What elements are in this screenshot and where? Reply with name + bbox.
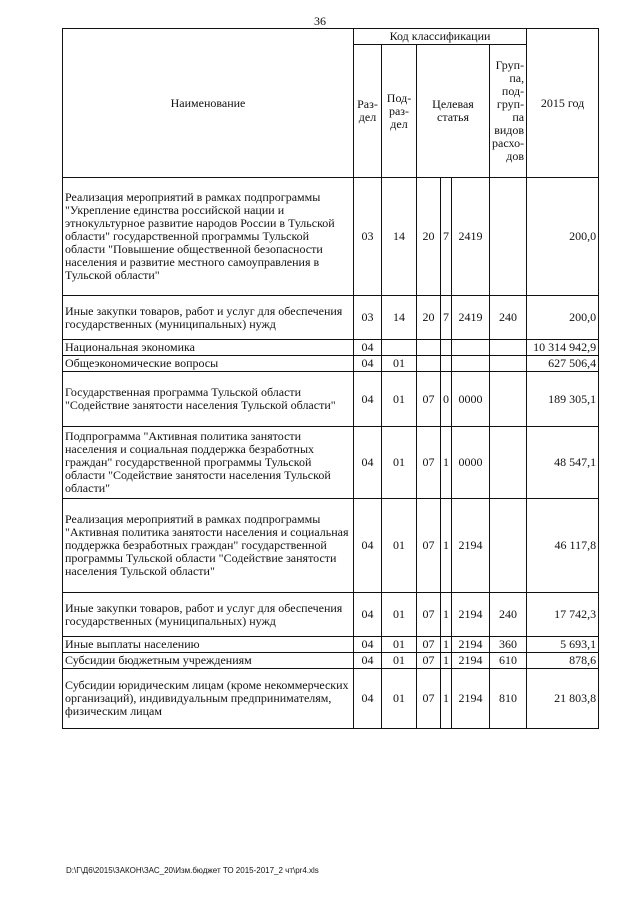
amount-2015-cell: 878,6 [527, 653, 599, 669]
podrazdel-cell: 14 [382, 178, 417, 296]
target-article-program-cell: 07 [417, 372, 441, 427]
table-row [63, 356, 599, 372]
podrazdel-cell: 14 [382, 296, 417, 340]
target-article-subprogram-cell: 1 [441, 669, 452, 729]
target-article-direction-cell: 2419 [452, 296, 490, 340]
podrazdel-cell: 01 [382, 637, 417, 653]
target-article-direction-cell: 2194 [452, 499, 490, 593]
razdel-cell: 03 [354, 296, 382, 340]
row-name: Государственная программа Тульской области "Содействие занятости населения Тульской области" [63, 372, 354, 427]
page-number: 36 [314, 14, 326, 28]
amount-2015-cell: 200,0 [527, 178, 599, 296]
header-expense-group: Груп- па, под- груп- па видов расхо- дов [490, 45, 527, 178]
target-article-direction-cell: 2419 [452, 178, 490, 296]
table-row [63, 637, 599, 653]
row-name: Реализация мероприятий в рамках подпрограммы "Активная политика занятости населения и социальная поддержка безработных граждан" государственной программы Тульской области "Содействие занятости населения Тульской области" [63, 499, 354, 593]
podrazdel-cell: 01 [382, 669, 417, 729]
amount-2015-cell: 627 506,4 [527, 356, 599, 372]
target-article-program-cell: 07 [417, 499, 441, 593]
target-article-program-cell: 07 [417, 653, 441, 669]
razdel-cell: 04 [354, 593, 382, 637]
target-article-subprogram-cell [441, 340, 452, 356]
razdel-cell: 03 [354, 178, 382, 296]
razdel-cell: 04 [354, 499, 382, 593]
target-article-direction-cell: 2194 [452, 669, 490, 729]
expense-group-cell: 360 [490, 637, 527, 653]
expense-group-cell [490, 427, 527, 499]
target-article-subprogram-cell: 0 [441, 372, 452, 427]
row-name: Подпрограмма "Активная политика занятости населения и социальная поддержка безработных граждан" государственной программы Тульской области "Содействие занятости населения Тульской области" [63, 427, 354, 499]
podrazdel-cell: 01 [382, 593, 417, 637]
header-name: Наименование [63, 29, 354, 178]
row-name: Национальная экономика [63, 340, 354, 356]
row-name: Субсидии юридическим лицам (кроме некоммерческих организаций), индивидуальным предпринимателям, физическим лицам [63, 669, 354, 729]
target-article-subprogram-cell: 1 [441, 593, 452, 637]
razdel-cell: 04 [354, 427, 382, 499]
target-article-program-cell: 20 [417, 178, 441, 296]
target-article-program-cell: 20 [417, 296, 441, 340]
razdel-cell: 04 [354, 637, 382, 653]
target-article-program-cell: 07 [417, 669, 441, 729]
target-article-subprogram-cell: 7 [441, 178, 452, 296]
row-name: Общеэкономические вопросы [63, 356, 354, 372]
target-article-direction-cell: 2194 [452, 637, 490, 653]
amount-2015-cell: 200,0 [527, 296, 599, 340]
razdel-cell: 04 [354, 356, 382, 372]
target-article-subprogram-cell: 1 [441, 637, 452, 653]
table-row [63, 296, 599, 340]
row-name: Субсидии бюджетным учреждениям [63, 653, 354, 669]
table-row [63, 669, 599, 729]
row-name: Реализация мероприятий в рамках подпрограммы "Укрепление единства российской нации и этнокультурное развитие народов России в Тульской области" государственной программы Тульской области "Повышение общественной безопасности населения и развитие местного самоуправления в Тульской области" [63, 178, 354, 296]
target-article-direction-cell: 0000 [452, 427, 490, 499]
podrazdel-cell: 01 [382, 499, 417, 593]
expense-group-cell [490, 499, 527, 593]
podrazdel-cell: 01 [382, 653, 417, 669]
amount-2015-cell: 46 117,8 [527, 499, 599, 593]
budget-table [62, 28, 599, 729]
razdel-cell: 04 [354, 669, 382, 729]
expense-group-cell [490, 372, 527, 427]
expense-group-cell: 610 [490, 653, 527, 669]
expense-group-cell: 810 [490, 669, 527, 729]
row-name: Иные выплаты населению [63, 637, 354, 653]
target-article-program-cell: 07 [417, 427, 441, 499]
amount-2015-cell: 10 314 942,9 [527, 340, 599, 356]
table-row [63, 178, 599, 296]
target-article-subprogram-cell [441, 356, 452, 372]
target-article-program-cell [417, 340, 441, 356]
table-row [63, 427, 599, 499]
target-article-subprogram-cell: 1 [441, 653, 452, 669]
amount-2015-cell: 48 547,1 [527, 427, 599, 499]
podrazdel-cell: 01 [382, 372, 417, 427]
razdel-cell: 04 [354, 372, 382, 427]
target-article-subprogram-cell: 7 [441, 296, 452, 340]
header-razdel: Раз- дел [354, 45, 382, 178]
header-classification-code: Код классификации [354, 29, 527, 45]
target-article-direction-cell: 0000 [452, 372, 490, 427]
target-article-subprogram-cell: 1 [441, 427, 452, 499]
header-podrazdel: Под- раз- дел [382, 45, 417, 178]
expense-group-cell: 240 [490, 296, 527, 340]
podrazdel-cell: 01 [382, 427, 417, 499]
header-year: 2015 год [527, 29, 599, 178]
razdel-cell: 04 [354, 340, 382, 356]
podrazdel-cell [382, 340, 417, 356]
podrazdel-cell: 01 [382, 356, 417, 372]
target-article-direction-cell [452, 356, 490, 372]
expense-group-cell [490, 340, 527, 356]
target-article-subprogram-cell: 1 [441, 499, 452, 593]
table-row [63, 499, 599, 593]
budget-rows [63, 178, 599, 729]
file-path-footer: D:\Г\Д6\2015\ЗАКОН\ЗАС_20\Изм.бюджет ТО 2015-2017_2 чт\pr4.xls [66, 866, 319, 875]
table-row [63, 340, 599, 356]
amount-2015-cell: 189 305,1 [527, 372, 599, 427]
amount-2015-cell: 5 693,1 [527, 637, 599, 653]
table-row [63, 653, 599, 669]
target-article-direction-cell [452, 340, 490, 356]
target-article-program-cell [417, 356, 441, 372]
razdel-cell: 04 [354, 653, 382, 669]
amount-2015-cell: 21 803,8 [527, 669, 599, 729]
row-name: Иные закупки товаров, работ и услуг для обеспечения государственных (муниципальных) нужд [63, 593, 354, 637]
table-row [63, 593, 599, 637]
row-name: Иные закупки товаров, работ и услуг для обеспечения государственных (муниципальных) нужд [63, 296, 354, 340]
target-article-program-cell: 07 [417, 593, 441, 637]
expense-group-cell [490, 178, 527, 296]
expense-group-cell [490, 356, 527, 372]
expense-group-cell: 240 [490, 593, 527, 637]
target-article-direction-cell: 2194 [452, 593, 490, 637]
target-article-program-cell: 07 [417, 637, 441, 653]
target-article-direction-cell: 2194 [452, 653, 490, 669]
amount-2015-cell: 17 742,3 [527, 593, 599, 637]
table-row [63, 372, 599, 427]
header-target-article: Целевая статья [417, 45, 490, 178]
